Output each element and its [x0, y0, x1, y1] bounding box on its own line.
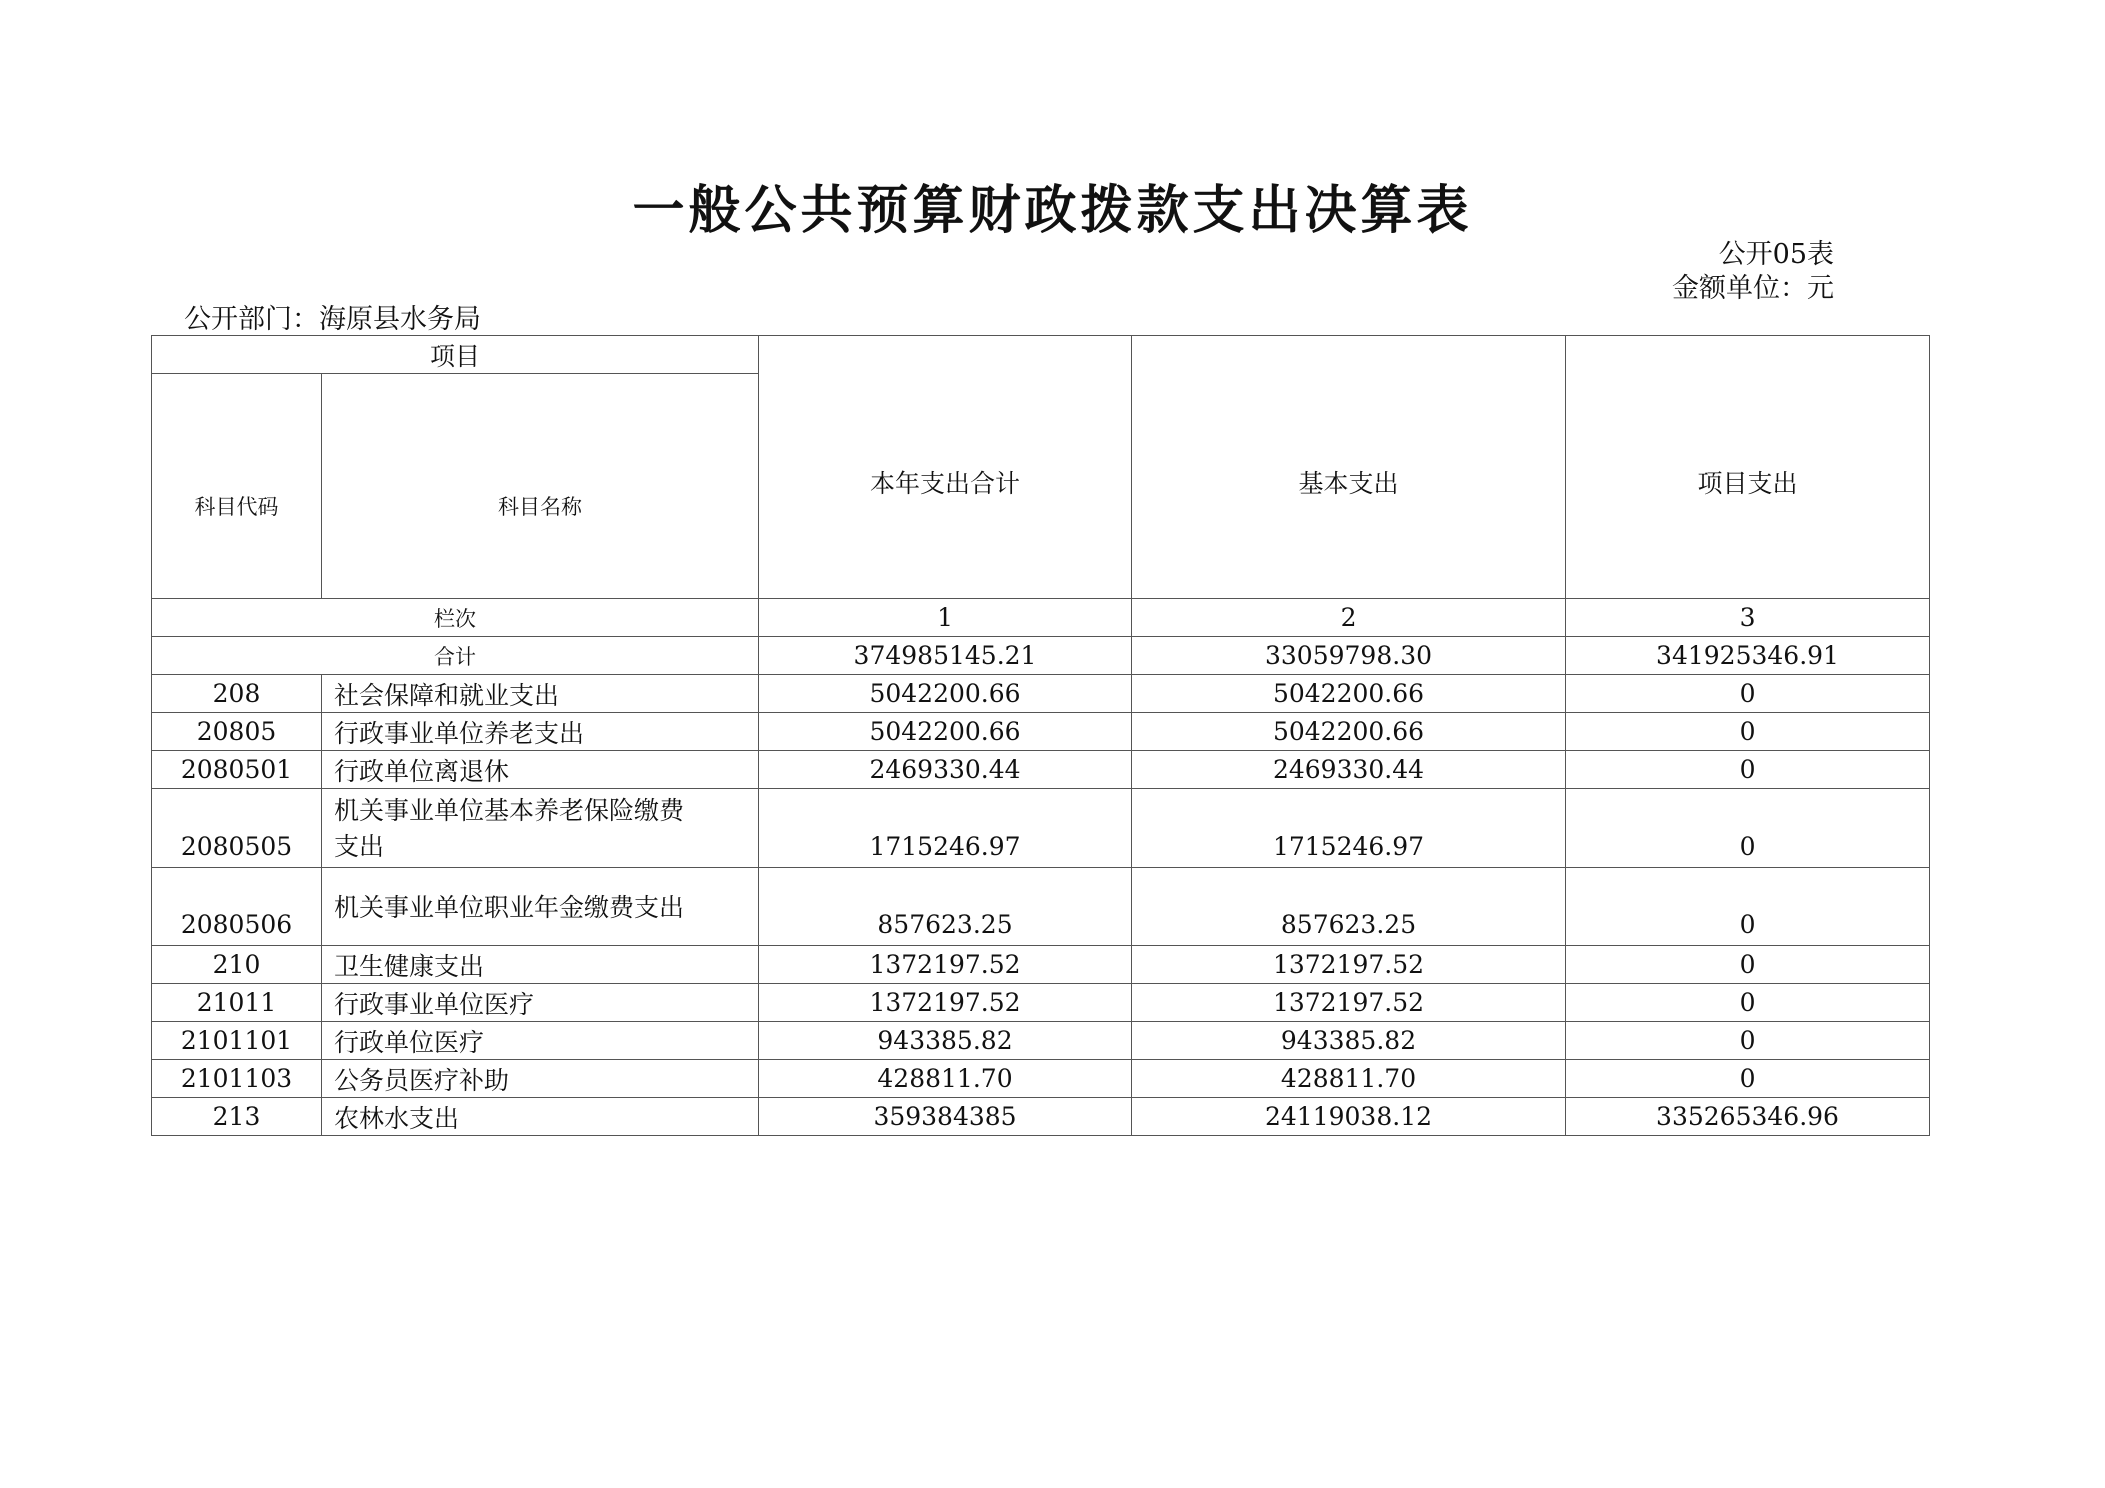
- row-total: 428811.70: [759, 1060, 1132, 1098]
- row-total: 359384385: [759, 1098, 1132, 1136]
- row-basic: 428811.70: [1132, 1060, 1566, 1098]
- row-basic: 2469330.44: [1132, 751, 1566, 789]
- row-total: 857623.25: [759, 868, 1132, 946]
- sum-label: 合计: [152, 637, 759, 675]
- row-basic: 5042200.66: [1132, 713, 1566, 751]
- row-name: 公务员医疗补助: [322, 1060, 759, 1098]
- header-basic: 基本支出: [1132, 336, 1566, 599]
- row-basic: 943385.82: [1132, 1022, 1566, 1060]
- row-basic: 857623.25: [1132, 868, 1566, 946]
- amount-unit: 金额单位：元: [1672, 273, 1834, 304]
- row-item: 0: [1566, 868, 1930, 946]
- row-total: 5042200.66: [759, 675, 1132, 713]
- row-name: 行政单位医疗: [322, 1022, 759, 1060]
- header-row-1: [152, 336, 1930, 374]
- row-item: 0: [1566, 1022, 1930, 1060]
- sum-basic: 33059798.30: [1132, 637, 1566, 675]
- table-row: [152, 713, 1930, 751]
- table-row: [152, 1098, 1930, 1136]
- column-index-label: 栏次: [152, 599, 759, 637]
- row-code: 208: [152, 675, 322, 713]
- row-code: 2080505: [152, 789, 322, 868]
- row-item: 0: [1566, 946, 1930, 984]
- header-name: 科目名称: [322, 374, 759, 599]
- row-code: 213: [152, 1098, 322, 1136]
- header-total: 本年支出合计: [759, 336, 1132, 599]
- row-item: 0: [1566, 675, 1930, 713]
- row-basic: 1372197.52: [1132, 946, 1566, 984]
- row-code: 21011: [152, 984, 322, 1022]
- table-row: [152, 984, 1930, 1022]
- row-total: 1372197.52: [759, 984, 1132, 1022]
- row-basic: 1715246.97: [1132, 789, 1566, 868]
- page-title: 一般公共预算财政拨款支出决算表: [632, 180, 1473, 241]
- table-row: [152, 946, 1930, 984]
- row-total: 943385.82: [759, 1022, 1132, 1060]
- row-item: 0: [1566, 984, 1930, 1022]
- expenditure-table: [151, 335, 1930, 1136]
- sum-total: 374985145.21: [759, 637, 1132, 675]
- header-project: 项目: [152, 336, 759, 374]
- row-basic: 5042200.66: [1132, 675, 1566, 713]
- row-name: 行政事业单位养老支出: [322, 713, 759, 751]
- table-row: [152, 789, 1930, 868]
- row-name: 农林水支出: [322, 1098, 759, 1136]
- form-number: 公开05表: [1718, 239, 1834, 270]
- sum-row: [152, 637, 1930, 675]
- row-name: 卫生健康支出: [322, 946, 759, 984]
- header-code: 科目代码: [152, 374, 322, 599]
- row-basic: 1372197.52: [1132, 984, 1566, 1022]
- row-item: 0: [1566, 789, 1930, 868]
- table-row: [152, 1022, 1930, 1060]
- table-row: [152, 675, 1930, 713]
- column-index-1: 1: [759, 599, 1132, 637]
- column-index-row: [152, 599, 1930, 637]
- table-row: [152, 868, 1930, 946]
- row-item: 0: [1566, 713, 1930, 751]
- row-code: 210: [152, 946, 322, 984]
- table-row: [152, 1060, 1930, 1098]
- row-item: 0: [1566, 1060, 1930, 1098]
- sum-item: 341925346.91: [1566, 637, 1930, 675]
- row-code: 2080501: [152, 751, 322, 789]
- row-basic: 24119038.12: [1132, 1098, 1566, 1136]
- row-name: 行政事业单位医疗: [322, 984, 759, 1022]
- row-total: 1372197.52: [759, 946, 1132, 984]
- row-code: 20805: [152, 713, 322, 751]
- row-item: 0: [1566, 751, 1930, 789]
- row-code: 2101101: [152, 1022, 322, 1060]
- row-total: 5042200.66: [759, 713, 1132, 751]
- department-label: 公开部门：海原县水务局: [184, 304, 481, 335]
- column-index-2: 2: [1132, 599, 1566, 637]
- table-row: [152, 751, 1930, 789]
- row-code: 2101103: [152, 1060, 322, 1098]
- row-name: 社会保障和就业支出: [322, 675, 759, 713]
- row-code: 2080506: [152, 868, 322, 946]
- row-name: 机关事业单位职业年金缴费支出: [322, 868, 759, 946]
- row-item: 335265346.96: [1566, 1098, 1930, 1136]
- row-total: 1715246.97: [759, 789, 1132, 868]
- row-name: 行政单位离退休: [322, 751, 759, 789]
- header-item: 项目支出: [1566, 336, 1930, 599]
- row-total: 2469330.44: [759, 751, 1132, 789]
- row-name: 机关事业单位基本养老保险缴费支出: [322, 789, 759, 868]
- column-index-3: 3: [1566, 599, 1930, 637]
